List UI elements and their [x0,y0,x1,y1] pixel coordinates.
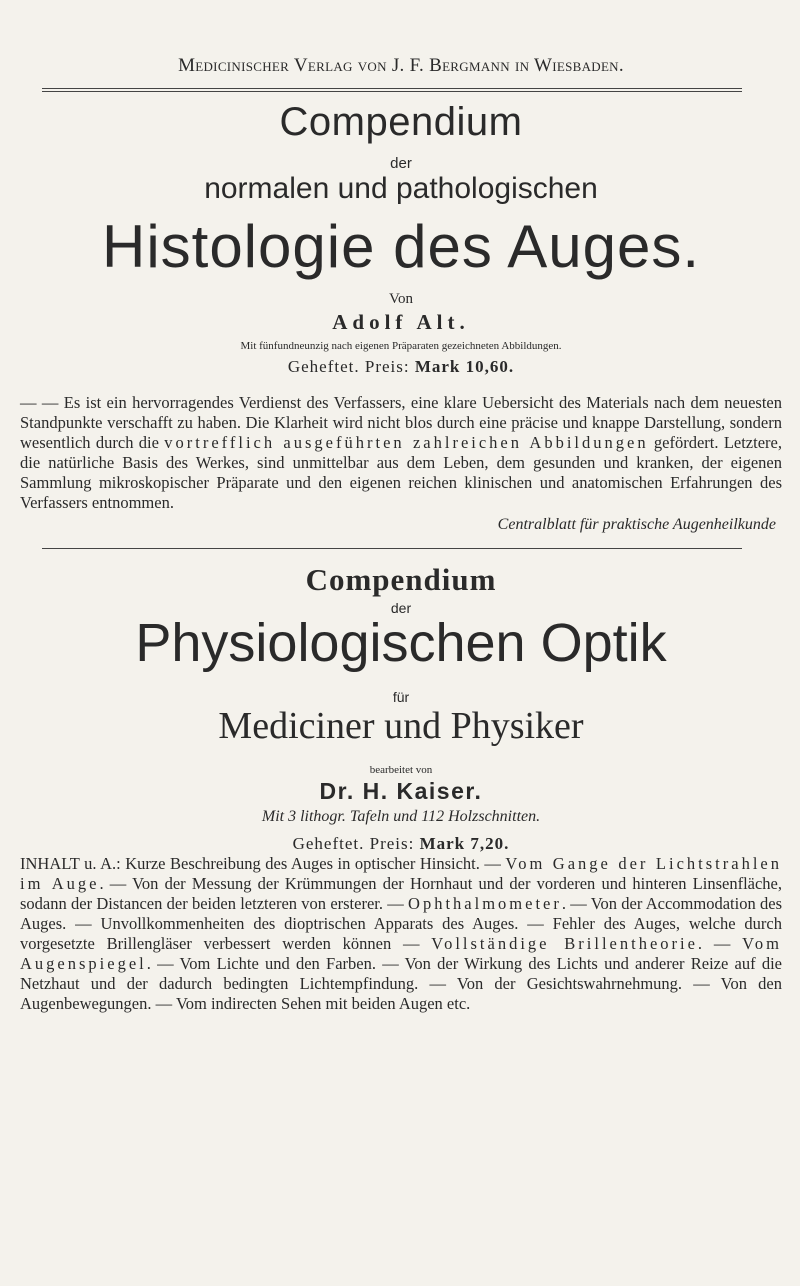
book2-title-der: der [390,600,412,616]
book1-review-spaced: vortrefflich ausgeführten zahlreichen Abbildungen [164,433,649,452]
catalogue-page [20,0,782,1286]
book1-price [20,357,782,377]
book2-contents-9: . — Vom Lichte und den Farben. — Von der Wirkung des Lichts und anderer Reize auf die Netzhaut und der dadurch bedingten Lichtempfindung. — Von der Gesichtswahrnehmung. — Von den Augenbewegungen. — Vom indirecten Sehen mit beiden Augen etc. [20,954,782,1013]
header-rule-bottom [42,91,742,92]
book2-author: Dr. H. Kaiser. [319,778,483,804]
book2-price-label: Geheftet. Preis: [292,834,415,853]
book2-contents-8: Vom Augenspiegel [20,934,782,973]
book2-contents-2: Vom Gange der Lichtstrahlen im Auge [20,854,782,893]
book2-title-big: Physiologischen Optik [135,613,667,673]
book2-price-value: Mark 7,20. [419,834,510,853]
publisher-header: Medicinischer Verlag von J. F. Bergmann in Wiesbaden. [178,55,624,76]
book1-illustrations: Mit fünfundneunzig nach eigenen Präparaten gezeichneten Abbildungen. [240,340,562,352]
book1-price-value: Mark 10,60. [414,357,515,376]
book1-title-big: Histologie des Auges. [101,213,701,280]
book1-title-der: der [390,155,412,172]
book1-price-label: Geheftet. Preis: [287,357,410,376]
book2-contents-1: INHALT u. A.: Kurze Beschreibung des Auges in optischer Hinsicht. — [20,854,506,873]
book2-contents-3: . — Von der Messung der Krümmungen der Hornhaut und der vorderen und hinteren Linsenfläche, sodann der Distancen der beiden letzteren von ersterer. — [20,874,782,913]
book2-title-fuer: für [392,689,410,705]
book1-author: Adolf Alt. [332,310,470,334]
book2-title-main: Compendium [305,562,497,597]
book2-contents-6: Vollständige Brillentheorie [431,934,698,953]
book1-review [20,393,782,513]
book2-price [20,834,782,854]
book1-title-main: Compendium [279,100,523,144]
book1-title-sub: normalen und pathologischen [204,172,598,205]
book1-review-end: gefördert. Letztere, die natürliche Basis des Werkes, sind unmittelbar aus dem Leben, dem gesunden und kranken, der eigenen Sammlung mikroskopischer Präparate und den eigenen reichen klinischen und anatomischen Erfahrungen des Verfassers entnommen. [20,433,782,512]
header-rule-top [42,88,742,89]
book2-contents-7: . — [697,934,743,953]
book1-review-start: — — Es ist ein hervorragendes Verdienst des Verfassers, eine klare Uebersicht des Materials nach dem neuesten Standpunkte verschafft zu haben. Die Klarheit wird nicht blos durch eine präcise und knappe Darstellung, sondern wesentlich durch die [20,393,782,452]
section-divider [42,548,742,549]
book2-title-sub: Mediciner und Physiker [218,705,584,747]
book1-von: Von [389,291,413,307]
book2-contents-4: Ophthalmometer [408,894,562,913]
book1-review-source: Centralblatt für praktische Augenheilkunde [497,516,776,533]
book2-contents [20,854,782,1014]
book2-illustrations: Mit 3 lithogr. Tafeln und 112 Holzschnitten. [261,808,541,825]
book2-bearbeitet: bearbeitet von [369,764,433,776]
book2-contents-5: . — Von der Accommodation des Auges. — Unvollkommenheiten des dioptrischen Apparats des Auges. — Fehler des Auges, welche durch vorgesetzte Brillengläser verbessert werden können — [20,894,782,953]
